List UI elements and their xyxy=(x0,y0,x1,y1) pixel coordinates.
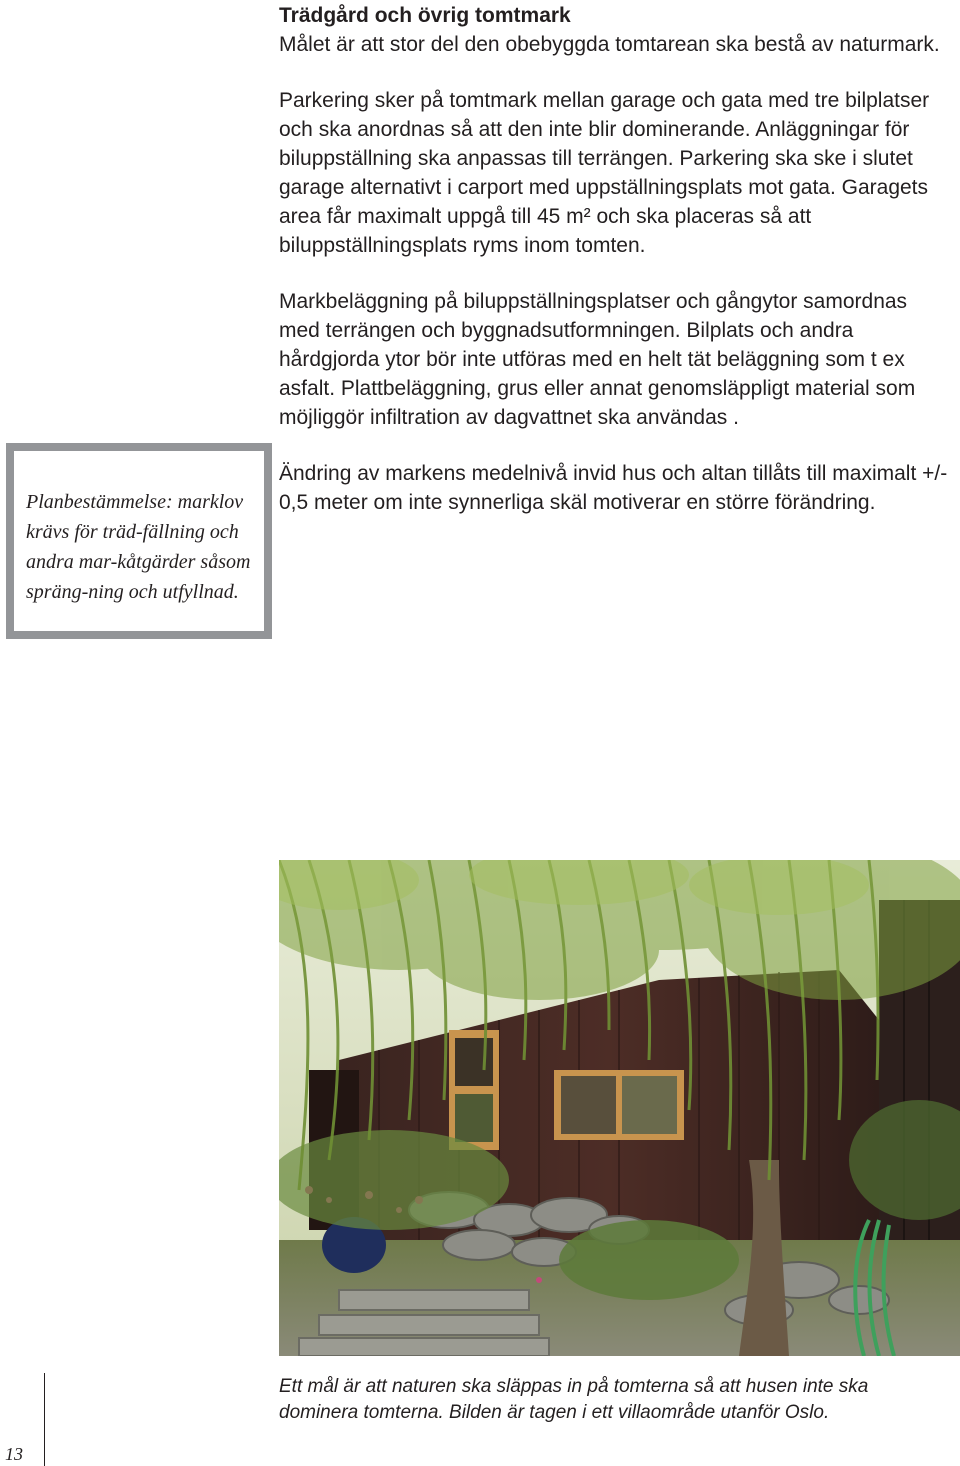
section-heading: Trädgård och övrig tomtmark xyxy=(279,4,571,27)
page-number-rule xyxy=(44,1373,45,1466)
regulation-note-box xyxy=(6,443,272,639)
page-number: 13 xyxy=(5,1444,23,1464)
paragraph-parking: Parkering sker på tomtmark mellan garage och gata med tre bilplatser och ska anordnas så att den inte blir dominerande. Anläggningar för biluppställning ska anpassas till terrängen. Parkering ska ske i slutet garage alternativt i carport med uppställningsplats mot gata. Garagets area får maximalt uppgå till 45 m² och ska placeras så att biluppställningsplats ryms inom tomten. xyxy=(279,89,930,257)
paragraph-ground-level: Ändring av markens medelnivå invid hus och altan tillåts till maximalt +/- 0,5 meter om inte synnerliga skäl motiverar en större förändring. xyxy=(279,462,948,514)
regulation-note-text: Planbestämmelse: marklov krävs för träd-fällning och andra mar-kåtgärder såsom spräng-ning och utfyllnad. xyxy=(26,491,251,603)
main-text-column xyxy=(279,0,949,517)
paragraph-intro: Målet är att stor del den obebyggda tomtarean ska bestå av naturmark. xyxy=(279,33,940,56)
paragraph-surfacing: Markbeläggning på biluppställningsplatser och gångytor samordnas med terrängen och byggnadsutformningen. Bilplats och andra hårdgjorda ytor bör inte utföras med en helt tät beläggning som t ex asfalt. Plattbeläggning, grus eller annat genomsläppligt material som möjliggör infiltration av dagvattnet ska användas . xyxy=(279,290,916,429)
photo-caption: Ett mål är att naturen ska släppas in på tomterna så att husen inte ska dominera tomterna. Bilden är tagen i ett villaområde utanför Oslo. xyxy=(279,1376,869,1423)
garden-photo xyxy=(279,860,960,1356)
garden-photo-illustration xyxy=(279,860,960,1356)
